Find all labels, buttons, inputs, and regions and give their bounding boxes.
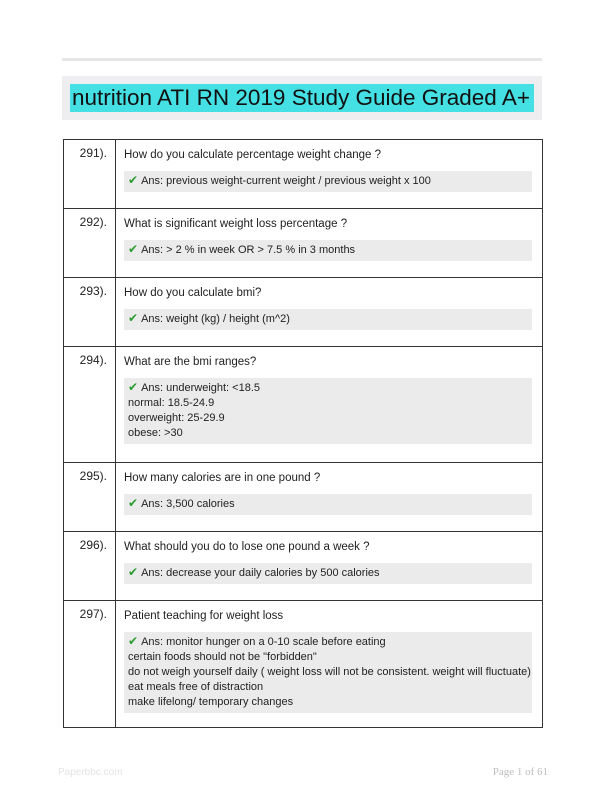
question-number: 297). <box>64 601 116 728</box>
qa-row <box>64 463 543 532</box>
header-rule <box>62 58 542 61</box>
qa-cell <box>116 209 543 278</box>
title-band <box>62 76 542 120</box>
page-number: Page 1 of 61 <box>492 766 548 778</box>
answer-text: do not weigh yourself daily ( weight loss will not be consistent. weight will fluctuate) <box>128 666 531 678</box>
qa-row <box>64 140 543 209</box>
answer-line <box>128 634 526 650</box>
question-text: What are the bmi ranges? <box>124 356 257 368</box>
answer-text: overweight: 25-29.9 <box>128 412 225 424</box>
answer-line <box>128 411 526 426</box>
answer-line <box>128 311 526 327</box>
answer-text: Ans: 3,500 calories <box>141 498 235 510</box>
question-number: 292). <box>64 209 116 278</box>
answer-box <box>124 632 532 713</box>
answer-line <box>128 680 526 695</box>
qa-row <box>64 601 543 728</box>
answer-text: Ans: > 2 % in week OR > 7.5 % in 3 months <box>141 244 356 256</box>
question-text: What should you do to lose one pound a week ? <box>124 541 370 553</box>
answer-line <box>128 650 526 665</box>
answer-box <box>124 309 532 330</box>
check-icon: ✔ <box>128 173 139 187</box>
answer-text: Ans: underweight: <18.5 <box>141 382 261 394</box>
answer-box <box>124 378 532 444</box>
check-icon: ✔ <box>128 496 139 510</box>
footer-watermark: Paperbbc.com <box>58 767 123 778</box>
qa-cell <box>116 278 543 347</box>
question-number: 296). <box>64 532 116 601</box>
qa-cell <box>116 601 543 728</box>
answer-line <box>128 426 526 441</box>
qa-table <box>63 139 543 728</box>
answer-text: make lifelong/ temporary changes <box>128 696 294 708</box>
check-icon: ✔ <box>128 242 139 256</box>
answer-box <box>124 494 532 515</box>
answer-line <box>128 396 526 411</box>
answer-text: certain foods should not be "forbidden" <box>128 651 317 663</box>
answer-line <box>128 173 526 189</box>
question-text: Patient teaching for weight loss <box>124 610 284 622</box>
answer-line <box>128 380 526 396</box>
answer-line <box>128 496 526 512</box>
question-text: How many calories are in one pound ? <box>124 472 321 484</box>
question-number: 295). <box>64 463 116 532</box>
answer-text: eat meals free of distraction <box>128 681 264 693</box>
qa-cell <box>116 532 543 601</box>
answer-text: obese: >30 <box>128 427 183 439</box>
answer-text: Ans: decrease your daily calories by 500 calories <box>141 567 380 579</box>
check-icon: ✔ <box>128 565 139 579</box>
answer-text: Ans: previous weight-current weight / previous weight x 100 <box>141 175 431 187</box>
qa-cell <box>116 140 543 209</box>
answer-text: Ans: monitor hunger on a 0-10 scale before eating <box>141 636 386 648</box>
check-icon: ✔ <box>128 634 139 648</box>
question-number: 293). <box>64 278 116 347</box>
answer-line <box>128 695 526 710</box>
answer-box <box>124 171 532 192</box>
answer-line <box>128 565 526 581</box>
qa-row <box>64 347 543 463</box>
question-number: 291). <box>64 140 116 209</box>
answer-box <box>124 240 532 261</box>
qa-cell <box>116 347 543 463</box>
question-text: What is significant weight loss percentage ? <box>124 218 348 230</box>
question-number: 294). <box>64 347 116 463</box>
answer-line <box>128 242 526 258</box>
answer-box <box>124 563 532 584</box>
answer-text: Ans: weight (kg) / height (m^2) <box>141 313 290 325</box>
qa-cell <box>116 463 543 532</box>
check-icon: ✔ <box>128 380 139 394</box>
qa-row <box>64 278 543 347</box>
qa-table-body <box>64 140 543 728</box>
answer-text: normal: 18.5-24.9 <box>128 397 215 409</box>
check-icon: ✔ <box>128 311 139 325</box>
question-text: How do you calculate bmi? <box>124 287 262 299</box>
document-title: nutrition ATI RN 2019 Study Guide Graded A+ <box>70 84 534 112</box>
answer-line <box>128 665 531 680</box>
qa-row <box>64 532 543 601</box>
question-text: How do you calculate percentage weight change ? <box>124 149 382 161</box>
qa-row <box>64 209 543 278</box>
